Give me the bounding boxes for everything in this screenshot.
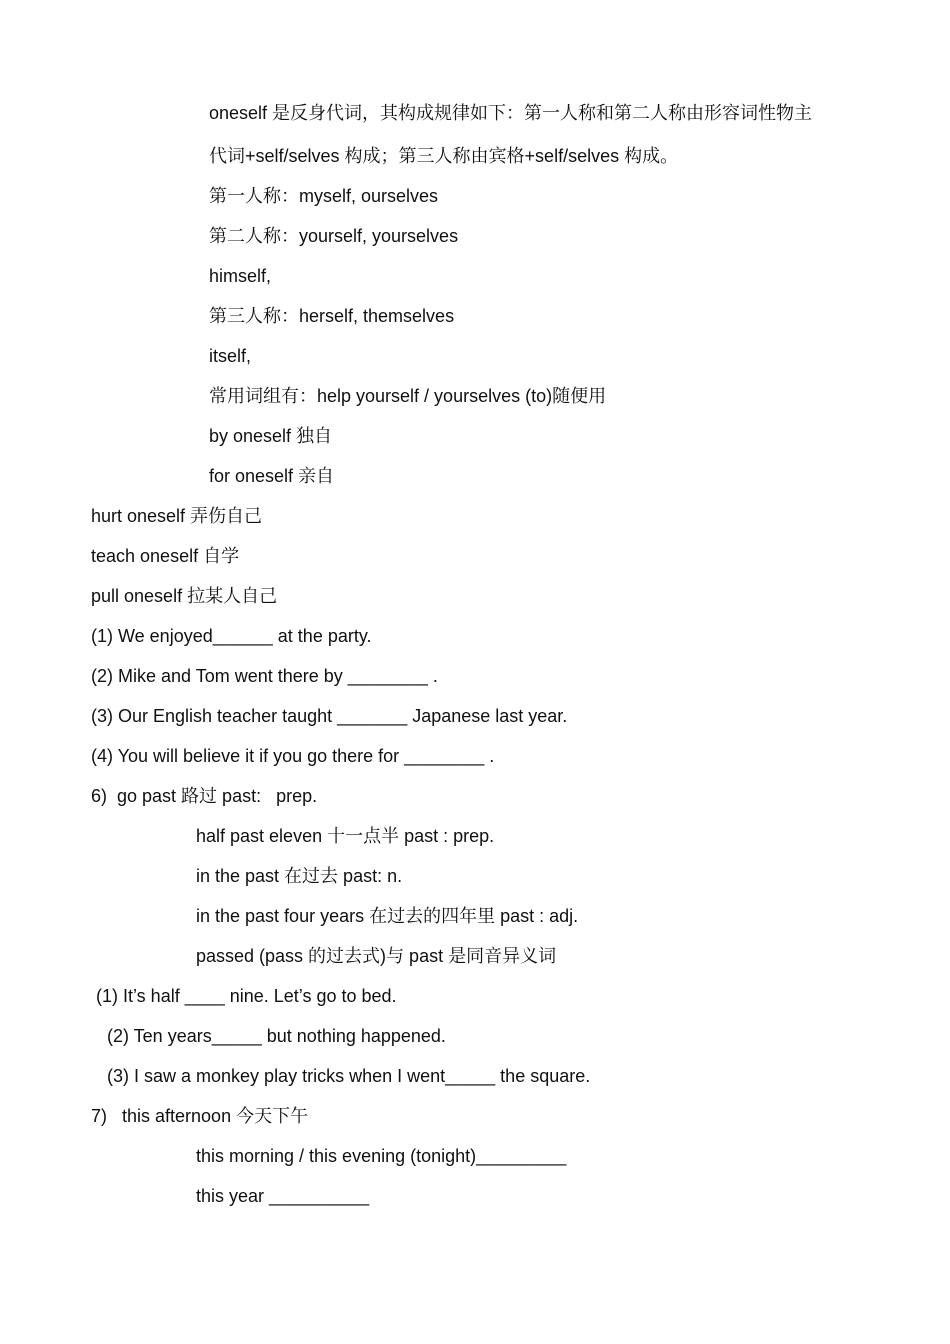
text-line: in the past 在过去 past: n. (196, 866, 403, 886)
exercise-line: (3) Our English teacher taught _______ Japanese last year. (91, 706, 568, 726)
text-line: by oneself 独自 (209, 426, 333, 446)
exercise-line: (2) Ten years_____ but nothing happened. (107, 1026, 446, 1046)
text-line: 代词+self/selves 构成；第三人称由宾格+self/selves 构成。 (209, 146, 679, 166)
text-line: itself, (209, 346, 252, 366)
section-heading: 6) go past 路过 past: prep. (91, 786, 318, 806)
exercise-line: (1) It’s half ____ nine. Let’s go to bed. (96, 986, 397, 1006)
text-line: 第三人称：herself, themselves (209, 306, 455, 326)
exercise-line: (3) I saw a monkey play tricks when I went_____ the square. (107, 1066, 591, 1086)
exercise-line: (2) Mike and Tom went there by ________ . (91, 666, 438, 686)
text-line: teach oneself 自学 (91, 546, 240, 566)
text-line: this morning / this evening (tonight)_________ (196, 1146, 567, 1166)
section-heading: 7) this afternoon 今天下午 (91, 1106, 309, 1126)
text-line: passed (pass 的过去式)与 past 是同音异义词 (196, 946, 557, 966)
text-line: 第一人称：myself, ourselves (209, 186, 439, 206)
text-line: this year __________ (196, 1186, 370, 1206)
text-line: himself, (209, 266, 272, 286)
text-line: hurt oneself 弄伤自己 (91, 506, 263, 526)
text-line: for oneself 亲自 (209, 466, 335, 486)
text-line: oneself 是反身代词，其构成规律如下：第一人称和第二人称由形容词性物主 (209, 103, 813, 123)
text-line: half past eleven 十一点半 past : prep. (196, 826, 495, 846)
text-line: 第二人称：yourself, yourselves (209, 226, 459, 246)
text-line: in the past four years 在过去的四年里 past : adj. (196, 906, 579, 926)
text-line: 常用词组有：help yourself / yourselves (to)随便用 (209, 386, 607, 406)
exercise-line: (4) You will believe it if you go there for ________ . (91, 746, 495, 766)
text-line: pull oneself 拉某人自己 (91, 586, 278, 606)
exercise-line: (1) We enjoyed______ at the party. (91, 626, 372, 646)
